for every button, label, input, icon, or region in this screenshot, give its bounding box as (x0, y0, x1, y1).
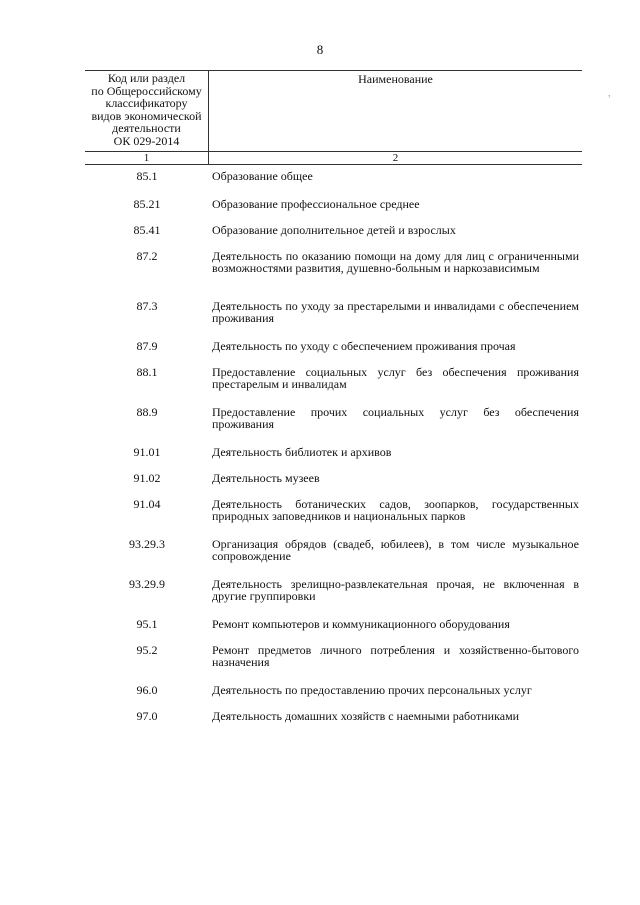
row-code: 85.41 (133, 223, 161, 237)
row-name: Деятельность ботанических садов, зоопарков, государственных природных заповедников и национальных парков (212, 497, 579, 523)
header-code-line: по Общероссийскому (91, 83, 202, 98)
row-name: Деятельность библиотек и архивов (212, 445, 392, 459)
table-row (85, 170, 579, 182)
table-row (85, 340, 579, 352)
table-row (85, 472, 579, 484)
row-code: 88.9 (136, 405, 158, 419)
header-code-line: Код или раздел (107, 71, 186, 85)
column-number-2: 2 (392, 152, 399, 164)
row-name: Деятельность по оказанию помощи на дому для лиц с ограниченными возможностями развития, душевно-больным и наркозависимым (212, 249, 579, 275)
row-code: 87.9 (136, 339, 158, 353)
table-row (85, 446, 579, 458)
table-row (85, 710, 579, 722)
row-code: 87.2 (136, 249, 158, 263)
header-code-column (85, 71, 209, 151)
row-name: Образование дополнительное детей и взрослых (212, 223, 456, 237)
row-name: Ремонт предметов личного потребления и хозяйственно-бытового назначения (212, 643, 579, 669)
row-name: Предоставление прочих социальных услуг без обеспечения проживания (212, 405, 579, 431)
table-row (85, 198, 579, 210)
header-code-line: видов экономической (91, 108, 202, 123)
column-number-row (85, 151, 582, 165)
row-name: Образование общее (212, 169, 313, 183)
header-code-line: ОК 029-2014 (113, 133, 180, 148)
row-code: 97.0 (136, 709, 158, 723)
row-name: Деятельность по предоставлению прочих персональных услуг (212, 683, 532, 697)
row-code: 88.1 (136, 365, 158, 379)
row-code: 91.04 (133, 497, 161, 511)
row-name: Деятельность по уходу за престарелыми и инвалидами с обеспечением проживания (212, 299, 579, 325)
table-row (85, 366, 579, 390)
row-name: Предоставление социальных услуг без обеспечения проживания престарелым и инвалидам (212, 365, 579, 391)
table-row (85, 406, 579, 430)
row-name: Деятельность по уходу с обеспечением проживания прочая (212, 339, 516, 353)
table-row (85, 644, 579, 668)
page-number: 8 (316, 42, 324, 57)
row-name: Деятельность музеев (212, 471, 320, 485)
row-code: 91.02 (133, 471, 161, 485)
table-row (85, 538, 579, 562)
row-name: Деятельность зрелищно-развлекательная прочая, не включенная в другие группировки (212, 577, 579, 603)
row-code: 91.01 (133, 445, 161, 459)
row-name: Образование профессиональное среднее (212, 197, 420, 211)
table-header (85, 70, 582, 165)
row-name: Организация обрядов (свадеб, юбилеев), в том числе музыкальное сопровождение (212, 537, 579, 563)
header-name-column: Наименование (358, 72, 433, 86)
row-code: 96.0 (136, 683, 158, 697)
table-row (85, 300, 579, 324)
row-code: 85.21 (133, 197, 161, 211)
table-row (85, 578, 579, 602)
row-code: 87.3 (136, 299, 158, 313)
row-name: Деятельность домашних хозяйств с наемными работниками (212, 709, 520, 723)
row-code: 85.1 (136, 169, 158, 183)
table-row (85, 618, 579, 630)
row-code: 95.2 (136, 643, 158, 657)
row-code: 93.29.3 (129, 537, 165, 551)
table-row (85, 224, 579, 236)
table-row (85, 498, 579, 522)
header-code-line: деятельности (112, 121, 181, 135)
column-number-1: 1 (85, 152, 209, 164)
row-code: 95.1 (136, 617, 158, 631)
row-code: 93.29.9 (129, 577, 165, 591)
table-row (85, 250, 579, 274)
header-code-line: классификатору (105, 96, 188, 110)
row-name: Ремонт компьютеров и коммуникационного оборудования (212, 617, 510, 631)
table-row (85, 684, 579, 696)
table-header-row (85, 71, 582, 151)
